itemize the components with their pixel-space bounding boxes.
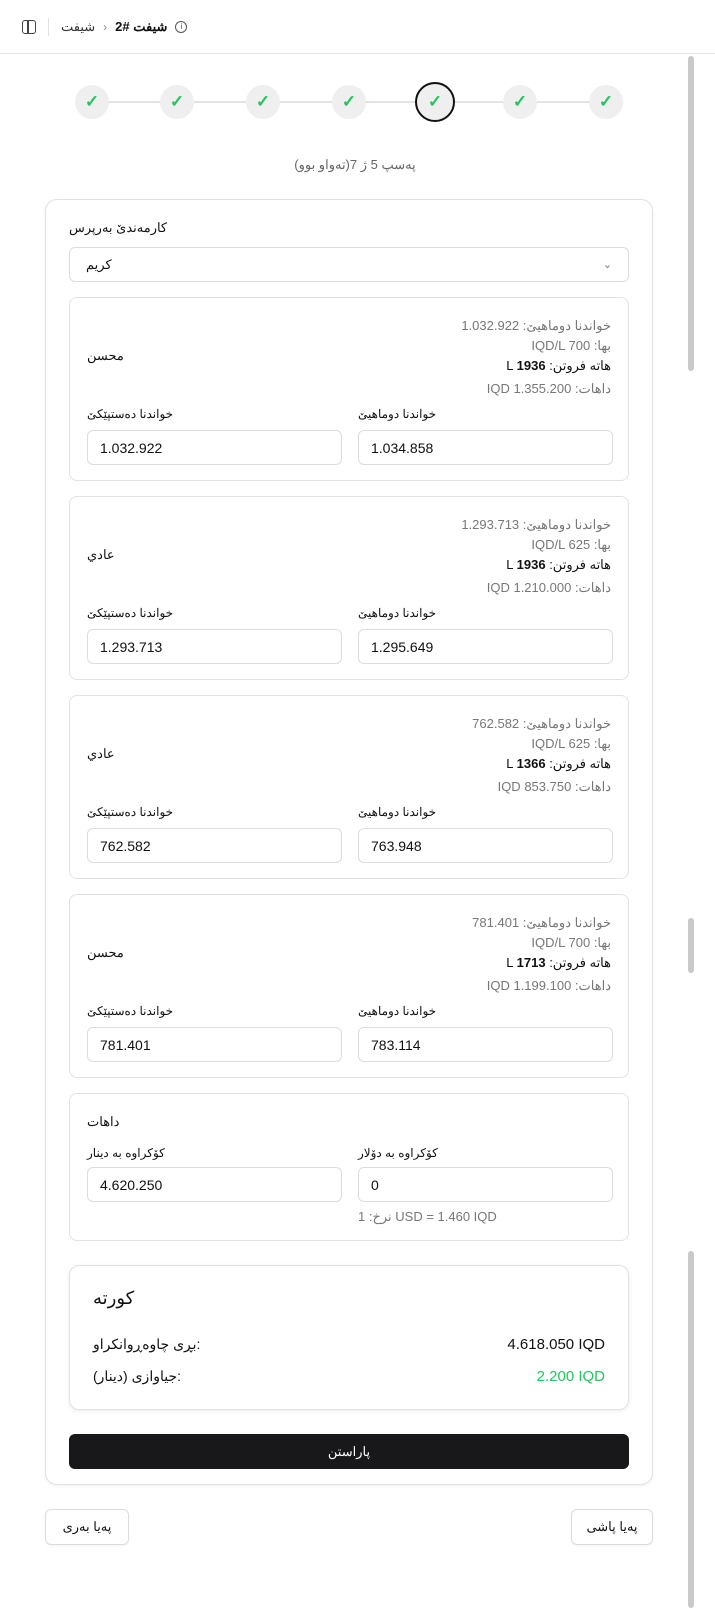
pump-card — [69, 297, 629, 481]
pump-revenue: IQD داهات: 853.750 — [497, 779, 611, 794]
step-progress-text: پەسپ 5 ژ 7(تەواو بوو) — [294, 157, 416, 172]
pump-revenue: IQD داهات: 1.355.200 — [486, 381, 611, 396]
pump-revenue: IQD داهات: 1.210.000 — [486, 580, 611, 595]
summary-title: کورتە — [93, 1288, 135, 1308]
revenue-title: داهات — [87, 1114, 120, 1129]
pump-name: عادي — [87, 547, 115, 562]
pump-name: محسن — [87, 945, 124, 960]
last-reading: خواندنا دوماهیێ: 1.293.713 — [461, 517, 611, 532]
check-icon: ✓ — [341, 92, 357, 111]
scrollbar[interactable] — [686, 56, 696, 1608]
breadcrumb-current: شیفت #2 — [115, 18, 168, 34]
last-reading: خواندنا دوماهیێ: 1.032.922 — [461, 318, 611, 333]
employee-value: کریم — [86, 256, 112, 272]
end-reading-label: خواندنا دوماهیێ — [358, 805, 437, 819]
check-icon: ✓ — [598, 92, 614, 111]
check-icon: ✓ — [84, 92, 100, 111]
start-reading-input[interactable]: 1.032.922 — [87, 430, 342, 465]
stepper — [0, 82, 700, 122]
end-reading-input[interactable]: 783.114 — [358, 1027, 613, 1062]
pump-name: محسن — [87, 348, 124, 363]
step-6[interactable] — [503, 85, 537, 119]
end-reading-input[interactable]: 763.948 — [358, 828, 613, 863]
pump-card — [69, 695, 629, 879]
previous-button[interactable]: پەیا بەری — [45, 1509, 129, 1545]
sold-liters: L هاتە فروتن: 1713 — [506, 955, 611, 970]
difference-value: 2.200 IQD — [536, 1368, 605, 1385]
step-7[interactable] — [589, 85, 623, 119]
info-icon[interactable]: i — [175, 21, 187, 33]
save-button[interactable]: پاراستن — [69, 1434, 629, 1469]
check-icon: ✓ — [427, 92, 443, 111]
start-reading-input[interactable]: 1.293.713 — [87, 629, 342, 664]
sold-liters: L هاتە فروتن: 1936 — [506, 557, 611, 572]
next-button[interactable]: پەیا پاشی — [571, 1509, 653, 1545]
end-reading-label: خواندنا دوماهیێ — [358, 606, 437, 620]
step-5[interactable] — [415, 82, 455, 122]
summary-card — [69, 1265, 629, 1410]
pump-info — [472, 913, 611, 996]
step-2[interactable] — [160, 85, 194, 119]
usd-label: کۆکراوە بە دۆلار — [358, 1146, 438, 1160]
start-reading-input[interactable]: 781.401 — [87, 1027, 342, 1062]
price: IQD/L بها: 700 — [531, 935, 611, 950]
pump-revenue: IQD داهات: 1.199.100 — [486, 978, 611, 993]
pump-info — [472, 714, 611, 797]
exchange-rate: 1 :نرخ USD = 1.460 IQD — [358, 1209, 497, 1224]
step-4[interactable] — [332, 85, 366, 119]
employee-select[interactable] — [69, 247, 629, 282]
end-reading-label: خواندنا دوماهیێ — [358, 407, 437, 421]
end-reading-input[interactable]: 1.295.649 — [358, 629, 613, 664]
sold-liters: L هاتە فروتن: 1366 — [506, 756, 611, 771]
iqd-label: کۆکراوە بە دینار — [87, 1146, 165, 1160]
check-icon: ✓ — [169, 92, 185, 111]
difference-label: جیاوازی (دینار): — [93, 1368, 181, 1384]
employee-label: کارمەندێ بەرپرس — [69, 220, 168, 235]
price: IQD/L بها: 700 — [531, 338, 611, 353]
chevron-icon: › — [103, 19, 108, 34]
end-reading-label: خواندنا دوماهیێ — [358, 1004, 437, 1018]
step-1[interactable] — [75, 85, 109, 119]
revenue-card — [69, 1093, 629, 1241]
last-reading: خواندنا دوماهیێ: 781.401 — [472, 915, 611, 930]
chevron-down-icon: ⌄ — [602, 259, 612, 271]
start-reading-label: خواندنا دەستپێکێ — [87, 407, 174, 421]
usd-input[interactable]: 0 — [358, 1167, 613, 1202]
breadcrumb-parent[interactable]: شیفت — [61, 18, 96, 34]
sold-liters: L هاتە فروتن: 1936 — [506, 358, 611, 373]
expected-label: بڕی چاوەڕوانکراو: — [93, 1336, 201, 1352]
check-icon: ✓ — [512, 92, 528, 111]
top-bar — [0, 0, 715, 54]
pump-card — [69, 496, 629, 680]
pump-info — [461, 316, 611, 399]
end-reading-input[interactable]: 1.034.858 — [358, 430, 613, 465]
divider — [48, 18, 49, 36]
start-reading-input[interactable]: 762.582 — [87, 828, 342, 863]
pump-info — [461, 515, 611, 598]
check-icon: ✓ — [255, 92, 271, 111]
sidebar-toggle-icon[interactable] — [22, 20, 36, 34]
step-3[interactable] — [246, 85, 280, 119]
price: IQD/L بها: 625 — [531, 736, 611, 751]
start-reading-label: خواندنا دەستپێکێ — [87, 606, 174, 620]
last-reading: خواندنا دوماهیێ: 762.582 — [472, 716, 611, 731]
expected-value: 4.618.050 IQD — [507, 1336, 605, 1353]
start-reading-label: خواندنا دەستپێکێ — [87, 1004, 174, 1018]
pump-name: عادي — [87, 746, 115, 761]
start-reading-label: خواندنا دەستپێکێ — [87, 805, 174, 819]
iqd-input[interactable]: 4.620.250 — [87, 1167, 342, 1202]
price: IQD/L بها: 625 — [531, 537, 611, 552]
pump-card — [69, 894, 629, 1078]
